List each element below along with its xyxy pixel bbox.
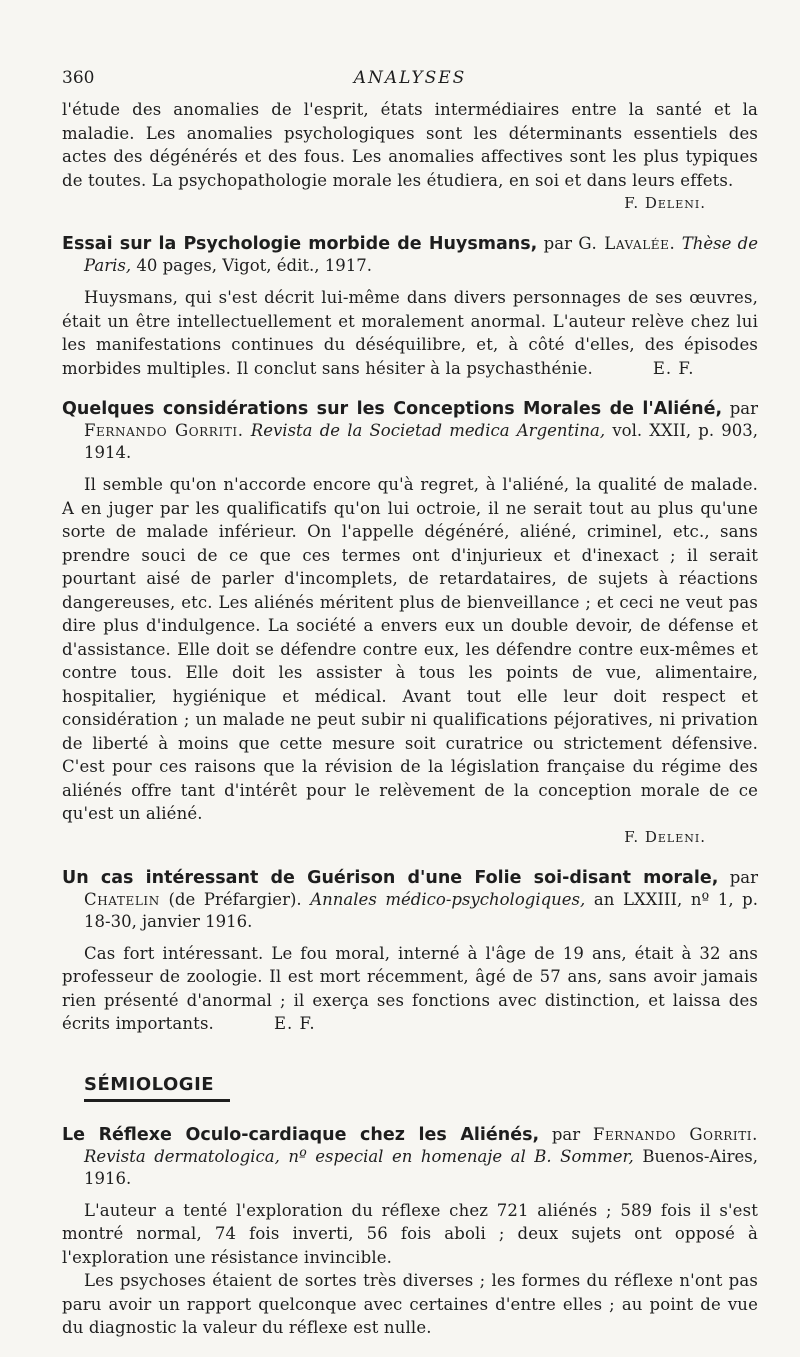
- page: [62, 68, 758, 1340]
- running-title: ANALYSES: [353, 68, 467, 88]
- review-body-text: Cas fort intéressant. Le fou moral, interné à l'âge de 19 ans, était à 32 ans professeur de zoologie. Il est mort récemment, âgé de 57 ans, sans avoir jamais rien présenté d'anormal ; il exerça ses fonctions avec distinction, et laissa des écrits importants.: [62, 943, 758, 1033]
- section-rule: [84, 1099, 230, 1102]
- review-heading: [62, 398, 758, 464]
- review-gorriti-morales: [62, 398, 758, 849]
- review-details: an LXXIII, nº 1, p. 18-30, janvier 1916.: [84, 889, 758, 931]
- review-huysmans: [62, 233, 758, 380]
- review-heading: [62, 867, 758, 933]
- review-title: Le Réflexe Oculo-cardiaque chez les Aliénés,: [62, 1124, 540, 1145]
- review-author-note: (de Préfargier).: [168, 889, 302, 909]
- review-signature: F. Deleni.: [624, 827, 706, 846]
- review-prefix: par: [551, 1124, 581, 1144]
- review-body: [62, 286, 758, 380]
- review-details: Buenos-Aires, 1916.: [84, 1146, 758, 1188]
- review-reflexe: [62, 1124, 758, 1340]
- intro-paragraph: l'étude des anomalies de l'esprit, états intermédiaires entre la santé et la maladie. Les anomalies psychologiques sont les déterminants essentiels des actes des dégénérés et des fous. Les anomalies affectives sont les plus typiques de toutes. La psychopathologie morale les étudiera, en soi et dans leurs effets.: [62, 100, 758, 190]
- review-body: [62, 942, 758, 1036]
- section-heading: SÉMIOLOGIE: [84, 1073, 215, 1095]
- review-source: Revista dermatologica, nº especial en homenaje al B. Sommer,: [84, 1146, 634, 1166]
- review-prefix: par: [729, 867, 758, 887]
- review-signature: E. F.: [273, 1014, 316, 1033]
- review-author: Fernando Gorriti.: [84, 421, 244, 440]
- review-body: Il semble qu'on n'accorde encore qu'à regret, à l'aliéné, la qualité de malade. A en juger par les qualificatifs qu'on lui octroie, il ne serait tout au plus qu'une sorte de malade inférieur. On l'appelle dégénéré, aliéné, criminel, etc., sans prendre souci de ce que ces termes ont d'injurieux et d'inexact ; il serait pourtant aisé de parler d'incomplets, de retardataires, de sujets à réactions dangereuses, etc. Les aliénés méritent plus de bienveillance ; et ceci ne veut pas dire plus d'indulgence. La société a envers eux un double devoir, de défense et d'assistance. Elle doit se défendre contre eux, les défendre contre eux-mêmes et contre tous. Elle doit les assister à tous les points de vue, alimentaire, hospitalier, hygiénique et médical. Avant tout elle leur doit respect et considération ; un malade ne peut subir ni qualifications péjoratives, ni privation de liberté à moins que cette mesure soit curatrice ou strictement défensive. C'est pour ces raisons que la révision de la législation française du régime des aliénés offre tant d'intérêt pour le relèvement de la conception morale de ce qu'est un aliéné.: [62, 475, 758, 823]
- review-prefix: par: [729, 399, 758, 418]
- review-source: Annales médico-psychologiques,: [310, 889, 586, 909]
- review-heading: [62, 233, 758, 277]
- review-source: Thèse de Paris,: [84, 234, 759, 275]
- review-body-paragraph-2: Les psychoses étaient de sortes très diverses ; les formes du réflexe n'ont pas paru avoir un rapport quelconque avec certaines d'entre elles ; au point de vue du diagnostic la valeur du réflexe est nulle.: [62, 1271, 758, 1337]
- review-body-text: Huysmans, qui s'est décrit lui-même dans divers personnages de ses œuvres, était un être intellectuellement et moralement anormal. L'auteur relève chez lui les manifestations continues du déséquilibre, et, à côté d'elles, des épisodes morbides multiples. Il conclut sans hésiter à la psychasthénie.: [62, 288, 758, 378]
- review-source: Revista de la Societad medica Argentina,: [250, 421, 606, 440]
- intro-signature: F. Deleni.: [624, 194, 706, 212]
- review-author: Chatelin: [84, 889, 160, 909]
- review-prefix: par: [543, 234, 572, 253]
- review-details: 40 pages, Vigot, édit., 1917.: [136, 256, 372, 275]
- review-details: vol. XXII, p. 903, 1914.: [84, 421, 759, 462]
- review-title: Un cas intéressant de Guérison d'une Folie soi-disant morale,: [62, 867, 719, 888]
- review-title: Essai sur la Psychologie morbide de Huysmans,: [62, 234, 538, 254]
- review-signature: E. F.: [652, 358, 695, 378]
- review-body-paragraph-1: L'auteur a tenté l'exploration du réflexe chez 721 aliénés ; 589 fois il s'est montré normal, 74 fois inverti, 56 fois aboli ; deux sujets ont opposé à l'exploration une résistance invincible.: [62, 1200, 758, 1267]
- running-head: [62, 68, 758, 98]
- review-chatelin: [62, 867, 758, 1036]
- review-title: Quelques considérations sur les Conceptions Morales de l'Aliéné,: [62, 399, 723, 419]
- page-number: 360: [62, 68, 95, 88]
- review-author: Fernando Gorriti.: [592, 1124, 758, 1144]
- review-author: G. Lavalée.: [578, 234, 676, 253]
- review-heading: [62, 1124, 758, 1190]
